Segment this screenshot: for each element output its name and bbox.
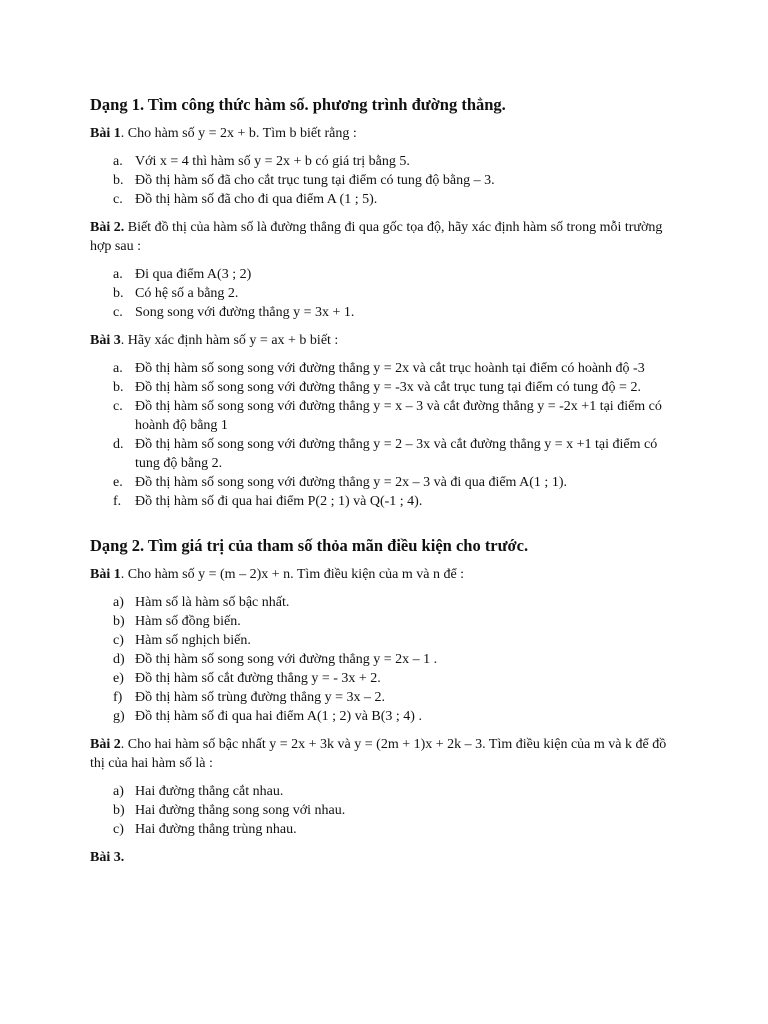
exercise-3-items [90, 359, 680, 511]
list-item [90, 378, 680, 397]
list-item-text: Đồ thị hàm số trùng đường thẳng y = 3x – 2. [135, 690, 385, 705]
list-item-marker: f. [113, 494, 122, 509]
list-item [90, 303, 680, 322]
list-item-marker: d. [113, 437, 124, 452]
list-item-text: Đồ thị hàm số song song với đường thẳng y = x – 3 và cắt đường thẳng y = -2x +1 tại điểm có hoành độ bằng 1 [135, 399, 662, 433]
exercise-label: Bài 2. [90, 220, 125, 235]
list-item-marker: b. [113, 380, 124, 395]
list-item [90, 473, 680, 492]
list-item-marker: b. [113, 173, 124, 188]
list-item [90, 707, 680, 726]
list-item-marker: e. [113, 475, 123, 490]
list-item-marker: g) [113, 709, 125, 724]
list-item [90, 265, 680, 284]
list-item [90, 593, 680, 612]
list-item-marker: b) [113, 614, 125, 629]
list-item-marker: d) [113, 652, 125, 667]
list-item-text: Đồ thị hàm số đi qua hai điểm A(1 ; 2) và B(3 ; 4) . [135, 709, 422, 724]
exercise-2-items [90, 265, 680, 322]
exercise-label: Bài 3 [90, 333, 121, 348]
list-item-marker: c) [113, 633, 124, 648]
section-1-title: Dạng 1. Tìm công thức hàm số. phương trình đường thẳng. [90, 95, 506, 114]
list-item-marker: a) [113, 595, 124, 610]
exercise-text: . Hãy xác định hàm số y = ax + b biết : [120, 333, 339, 348]
exercise-2-statement [90, 218, 680, 256]
exercise-1-statement [90, 565, 680, 584]
list-item-text: Hai đường thẳng song song với nhau. [135, 803, 346, 818]
exercise-1-statement [90, 124, 680, 143]
list-item-text: Với x = 4 thì hàm số y = 2x + b có giá trị bằng 5. [135, 154, 410, 169]
list-item-text: Đồ thị hàm số song song với đường thẳng y = -3x và cắt trục tung tại điểm có tung độ = 2. [135, 380, 641, 395]
exercise-2-items [90, 782, 680, 839]
list-item-marker: a. [113, 361, 123, 376]
list-item-marker: a. [113, 267, 123, 282]
list-item-text: Đồ thị hàm số cắt đường thẳng y = - 3x + 2. [135, 671, 381, 686]
list-item [90, 190, 680, 209]
list-item-text: Đi qua điểm A(3 ; 2) [135, 267, 252, 282]
exercise-label: Bài 1 [90, 567, 121, 582]
list-item-text: Đồ thị hàm số song song với đường thẳng y = 2x – 3 và đi qua điểm A(1 ; 1). [135, 475, 567, 490]
list-item-marker: c. [113, 305, 123, 320]
exercise-text: . Cho hàm số y = 2x + b. Tìm b biết rằng : [120, 126, 357, 141]
list-item-text: Đồ thị hàm số đã cho đi qua điểm A (1 ; 5). [135, 192, 378, 207]
exercise-text: . Cho hàm số y = (m – 2)x + n. Tìm điều kiện của m và n để : [120, 567, 465, 582]
list-item [90, 152, 680, 171]
list-item [90, 801, 680, 820]
list-item-text: Hai đường thẳng cắt nhau. [135, 784, 284, 799]
list-item-marker: b. [113, 286, 124, 301]
list-item-text: Song song với đường thẳng y = 3x + 1. [135, 305, 355, 320]
exercise-1-items [90, 593, 680, 726]
list-item-marker: a) [113, 784, 124, 799]
list-item-marker: e) [113, 671, 124, 686]
list-item-text: Hàm số đồng biến. [135, 614, 241, 629]
exercise-2-statement [90, 735, 680, 773]
exercise-1-items [90, 152, 680, 209]
list-item [90, 612, 680, 631]
list-item [90, 820, 680, 839]
list-item [90, 631, 680, 650]
list-item-marker: a. [113, 154, 123, 169]
list-item-marker: b) [113, 803, 125, 818]
list-item-text: Hàm số nghịch biến. [135, 633, 251, 648]
list-item-marker: c) [113, 822, 124, 837]
exercise-text: . Cho hai hàm số bậc nhất y = 2x + 3k và y = (2m + 1)x + 2k – 3. Tìm điều kiện của m và k để đồ thị của hai hàm số là : [90, 737, 667, 771]
list-item-text: Đồ thị hàm số song song với đường thẳng y = 2x – 1 . [135, 652, 438, 667]
list-item [90, 492, 680, 511]
list-item-marker: c. [113, 399, 123, 414]
list-item [90, 397, 680, 435]
list-item-text: Có hệ số a bằng 2. [135, 286, 239, 301]
exercise-3-statement [90, 331, 680, 350]
list-item-text: Đồ thị hàm số song song với đường thẳng y = 2 – 3x và cắt đường thẳng y = x +1 tại điểm có tung độ bằng 2. [135, 437, 658, 471]
list-item [90, 669, 680, 688]
exercise-text: Biết đồ thị của hàm số là đường thẳng đi qua gốc tọa độ, hãy xác định hàm số trong mỗi trường hợp sau : [90, 220, 663, 254]
list-item-text: Đồ thị hàm số song song với đường thẳng y = 2x và cắt trục hoành tại điểm có hoành độ -3 [135, 361, 645, 376]
list-item [90, 171, 680, 190]
section-2-title: Dạng 2. Tìm giá trị của tham số thỏa mãn điều kiện cho trước. [90, 536, 529, 555]
list-item [90, 782, 680, 801]
list-item [90, 688, 680, 707]
list-item-marker: c. [113, 192, 123, 207]
list-item [90, 284, 680, 303]
list-item-text: Đồ thị hàm số đi qua hai điểm P(2 ; 1) và Q(-1 ; 4). [135, 494, 423, 509]
exercise-3-statement [90, 848, 680, 867]
list-item-text: Đồ thị hàm số đã cho cắt trục tung tại điểm có tung độ bằng – 3. [135, 173, 495, 188]
list-item [90, 435, 680, 473]
list-item-marker: f) [113, 690, 123, 705]
list-item [90, 650, 680, 669]
exercise-label: Bài 3. [90, 850, 125, 865]
exercise-label: Bài 2 [90, 737, 121, 752]
list-item-text: Hai đường thẳng trùng nhau. [135, 822, 297, 837]
exercise-label: Bài 1 [90, 126, 121, 141]
list-item-text: Hàm số là hàm số bậc nhất. [135, 595, 290, 610]
list-item [90, 359, 680, 378]
